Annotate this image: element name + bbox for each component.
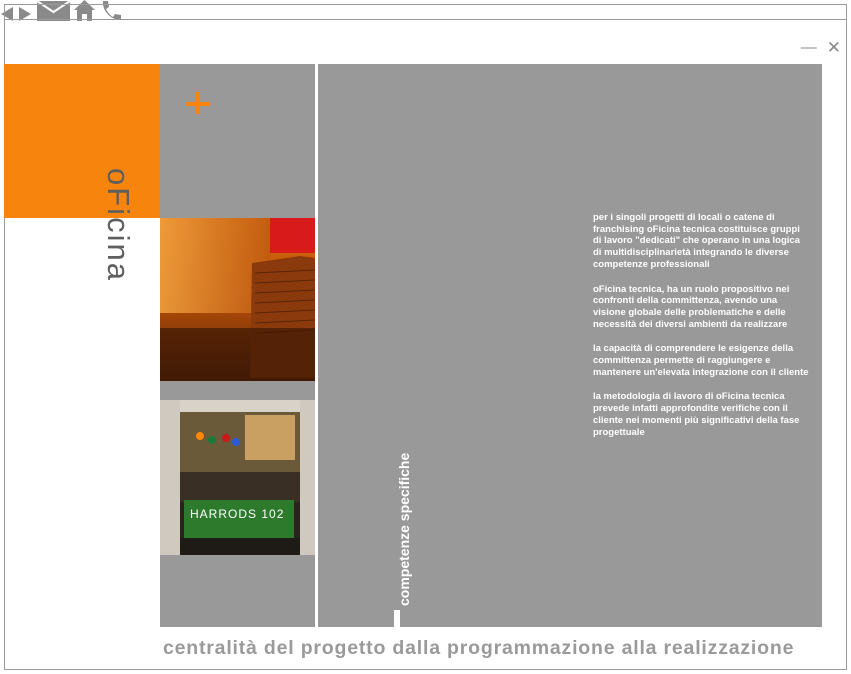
paragraph: per i singoli progetti di locali o catene di franchising oFicina tecnica costituisce gruppi di lavoro "dedicati" che operano in una logica di multidisciplinarietà integrando le diverse competenze professionali: [593, 212, 800, 270]
footer-tagline: centralità del progetto dalla programmazione alla realizzazione: [163, 637, 795, 659]
shop-sign-text: HARRODS 102: [190, 507, 285, 521]
brand-block: [4, 64, 160, 218]
top-rule: [4, 19, 847, 20]
close-button[interactable]: ✕: [826, 38, 841, 57]
section-label: competenze specifiche: [396, 452, 412, 606]
paragraph: la metodologia di lavoro di oFicina tecnica prevede infatti approfondite verifiche con il cliente nei momenti più significativi della fase progettuale: [593, 391, 800, 438]
logo-text: oFicina: [101, 168, 136, 282]
logo-f-mark: [186, 88, 212, 120]
content-text: [593, 212, 809, 451]
minimize-button[interactable]: —: [800, 39, 817, 56]
window-controls: [801, 40, 841, 56]
paragraph: oFicina tecnica, ha un ruolo propositivo nei confronti della committenza, avendo una visione globale delle problematiche e delle necessità dei diversi ambienti da realizzare: [593, 283, 790, 330]
section-label-bar: [394, 610, 400, 627]
paragraph: la capacità di comprendere le esigenze della committenza permette di raggiungere e mantenere un'elevata integrazione con il cliente: [593, 343, 809, 378]
shop-photo: [160, 400, 315, 555]
interior-photo: [160, 218, 315, 381]
